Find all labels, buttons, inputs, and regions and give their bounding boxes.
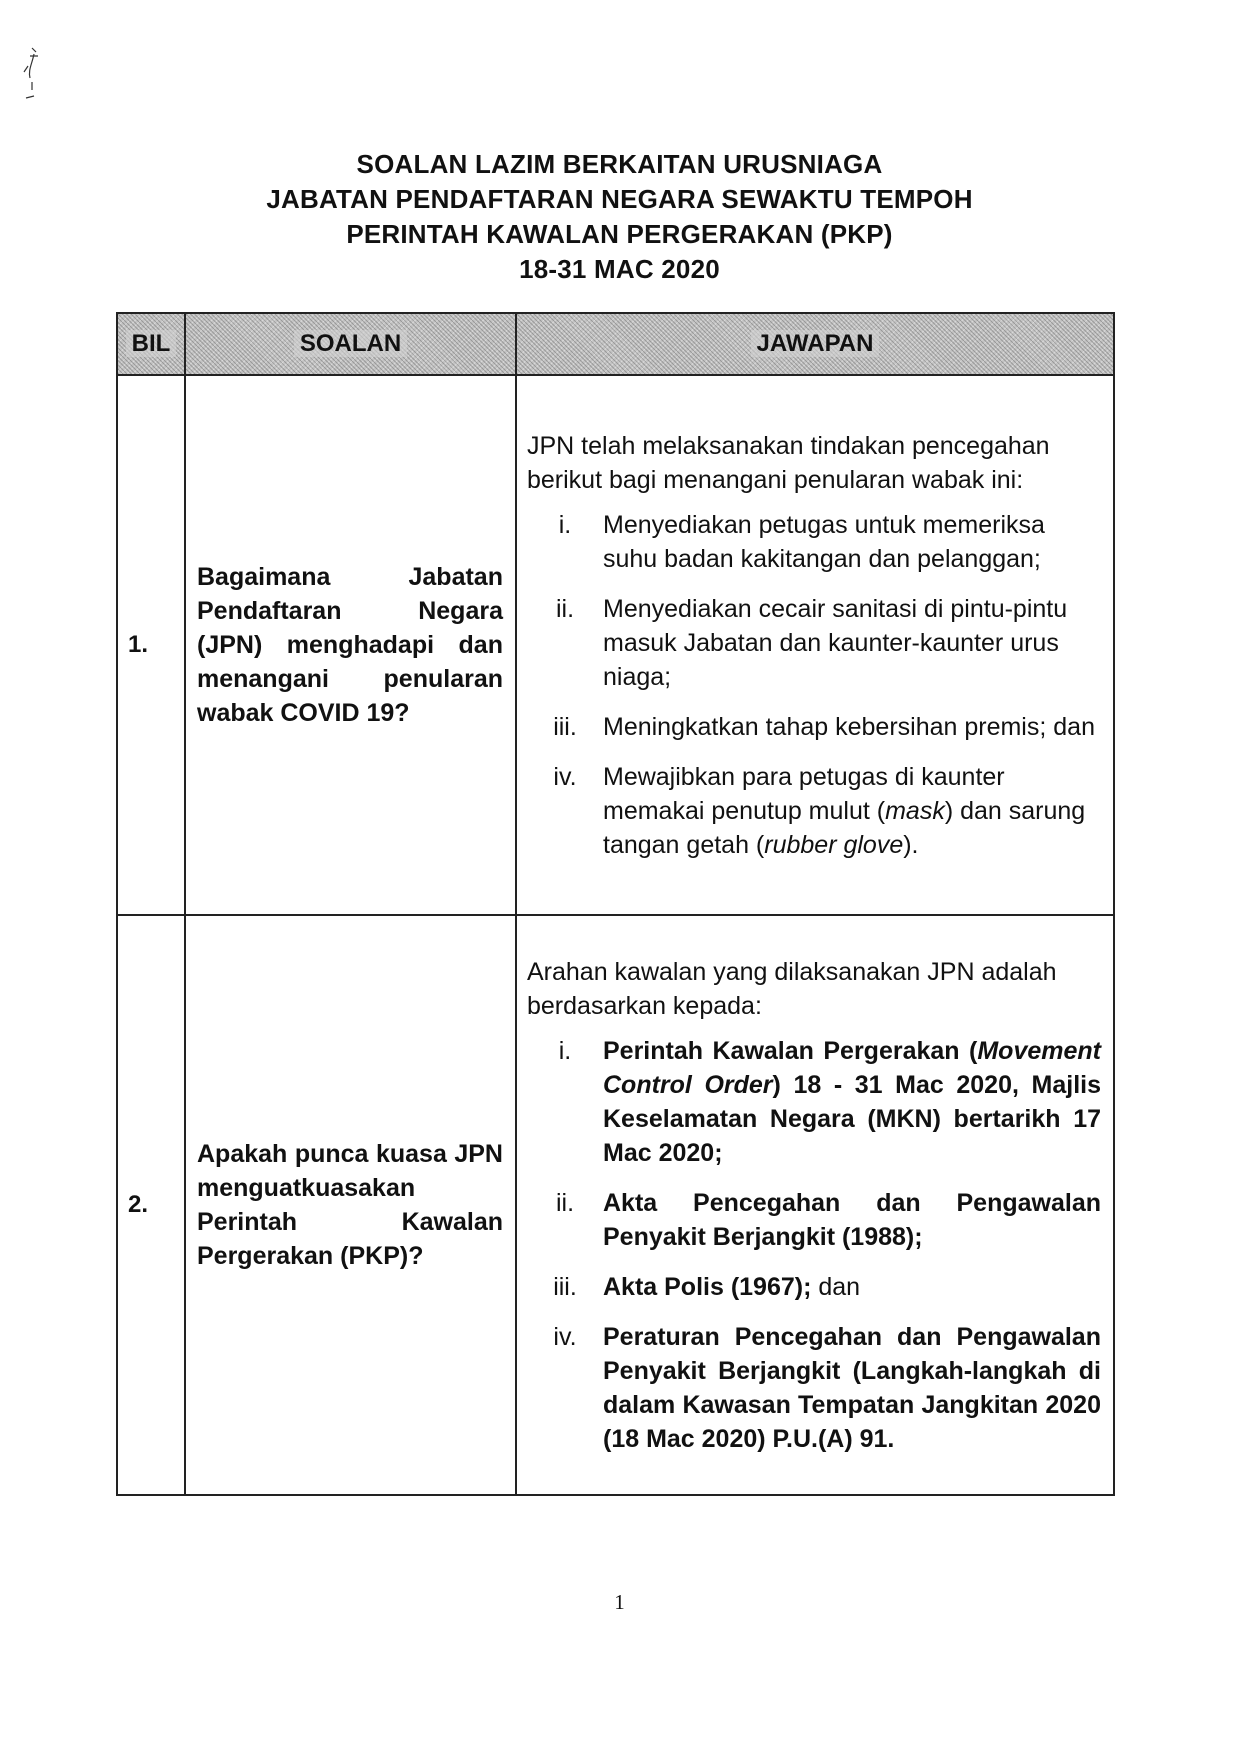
list-item bbox=[527, 1320, 1101, 1456]
item-text: Peraturan Pencegahan dan Pengawalan Penyakit Berjangkit (Langkah-langkah di dalam Kawasan Tempatan Jangkitan 2020 (18 Mac 2020) P.U.(A) 91. bbox=[603, 1322, 1101, 1453]
item-text-part: Perintah Kawalan Pergerakan ( bbox=[603, 1036, 978, 1065]
answer-intro: Arahan kawalan yang dilaksanakan JPN adalah berdasarkan kepada: bbox=[527, 957, 1057, 1020]
list-item bbox=[527, 1270, 1101, 1304]
item-text-part: ) 18 - 31 Mac 2020, Majlis Keselamatan Negara (MKN) bertarikh 17 Mac 2020; bbox=[603, 1070, 1101, 1167]
list-item bbox=[527, 760, 1101, 862]
item-number: i. bbox=[558, 1036, 572, 1065]
faq-table bbox=[116, 312, 1115, 1496]
title-line-4: 18-31 MAC 2020 bbox=[519, 254, 720, 284]
list-item bbox=[527, 1186, 1101, 1254]
document-title bbox=[0, 147, 1239, 287]
item-text-bold: Akta Polis (1967); bbox=[603, 1272, 812, 1301]
item-text: Menyediakan petugas untuk memeriksa suhu badan kakitangan dan pelanggan; bbox=[603, 510, 1045, 573]
item-text: Akta Pencegahan dan Pengawalan Penyakit Berjangkit (1988); bbox=[603, 1188, 1101, 1251]
item-number: iv. bbox=[553, 1322, 577, 1351]
item-text-emphasis: Movement Control Order bbox=[603, 1036, 1101, 1099]
item-text-part: ) dan sarung tangan getah ( bbox=[603, 796, 1086, 859]
row-number: 2. bbox=[117, 915, 185, 1495]
page-number: 1 bbox=[614, 1590, 625, 1614]
list-item bbox=[527, 592, 1101, 694]
item-text-part: ). bbox=[903, 830, 919, 859]
item-number: ii. bbox=[555, 594, 575, 623]
item-text-emphasis: rubber glove bbox=[764, 830, 904, 859]
item-number: iii. bbox=[553, 1272, 577, 1301]
table-row bbox=[117, 915, 1114, 1495]
item-text bbox=[603, 760, 1101, 862]
header-soalan bbox=[185, 313, 516, 375]
list-item bbox=[527, 710, 1101, 744]
item-text: Meningkatkan tahap kebersihan premis; dan bbox=[603, 712, 1095, 741]
question-cell: Apakah punca kuasa JPN menguatkuasakan Perintah Kawalan Pergerakan (PKP)? bbox=[185, 915, 516, 1495]
item-text-part: Mewajibkan para petugas di kaunter memakai penutup mulut ( bbox=[603, 762, 1005, 825]
title-line-1: SOALAN LAZIM BERKAITAN URUSNIAGA bbox=[356, 149, 883, 179]
title-line-2: JABATAN PENDAFTARAN NEGARA SEWAKTU TEMPOH bbox=[266, 184, 973, 214]
title-line-3: PERINTAH KAWALAN PERGERAKAN (PKP) bbox=[346, 219, 893, 249]
item-number: iii. bbox=[553, 712, 577, 741]
table-row bbox=[117, 375, 1114, 915]
question-cell: Bagaimana Jabatan Pendaftaran Negara (JPN) menghadapi dan menangani penularan wabak COVID 19? bbox=[185, 375, 516, 915]
header-jawapan bbox=[516, 313, 1114, 375]
item-number: ii. bbox=[555, 1188, 575, 1217]
table-header-row bbox=[117, 313, 1114, 375]
row-number: 1. bbox=[117, 375, 185, 915]
list-item bbox=[527, 1034, 1101, 1170]
item-text-part: dan bbox=[811, 1272, 861, 1301]
handwritten-mark bbox=[14, 44, 44, 104]
item-text-emphasis: mask bbox=[885, 796, 945, 825]
answer-cell bbox=[516, 915, 1114, 1495]
item-text bbox=[603, 1270, 1101, 1304]
item-text bbox=[603, 1034, 1101, 1170]
item-text: Menyediakan cecair sanitasi di pintu-pintu masuk Jabatan dan kaunter-kaunter urus niaga; bbox=[603, 594, 1068, 691]
header-bil-label: BIL bbox=[126, 330, 177, 357]
header-bil bbox=[117, 313, 185, 375]
header-jawapan-label: JAWAPAN bbox=[751, 330, 880, 357]
answer-intro: JPN telah melaksanakan tindakan pencegahan berikut bagi menangani penularan wabak ini: bbox=[527, 431, 1050, 494]
item-number: iv. bbox=[553, 762, 577, 791]
item-number: i. bbox=[558, 510, 572, 539]
answer-cell bbox=[516, 375, 1114, 915]
list-item bbox=[527, 508, 1101, 576]
header-soalan-label: SOALAN bbox=[294, 330, 407, 357]
